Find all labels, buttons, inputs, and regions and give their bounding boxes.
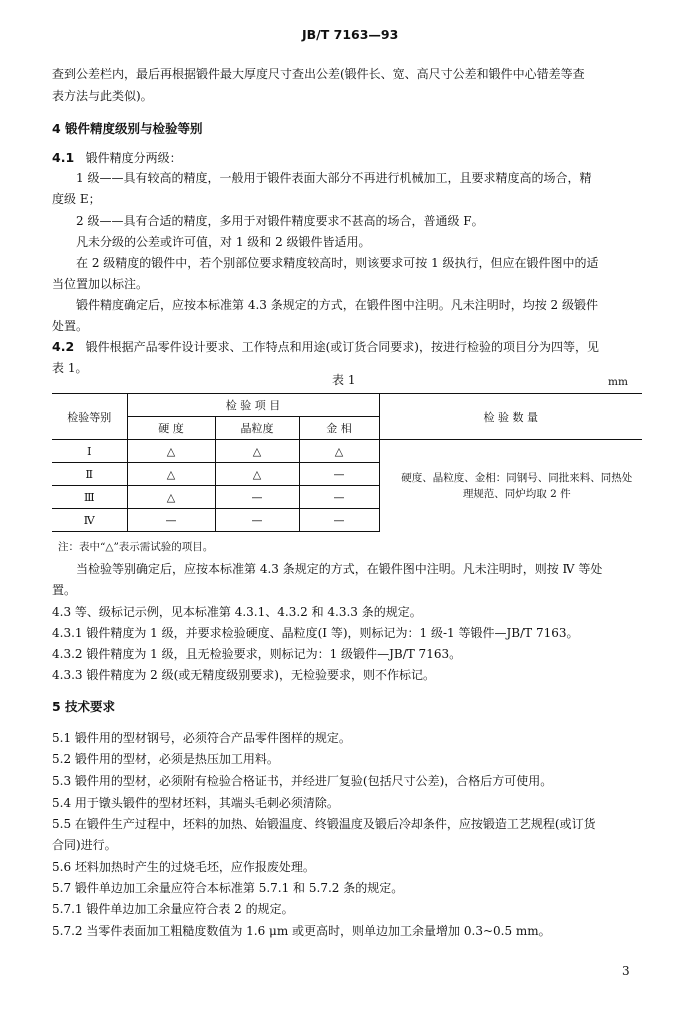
clause-4-3-2: 4.3.2 锻件精度为 1 级，且无检验要求，则标记为：1 级锻件—JB/T 7163。 xyxy=(52,647,462,661)
clause-5-2: 5.2 锻件用的型材，必须是热压加工用料。 xyxy=(52,752,279,766)
clause-4-2 xyxy=(52,339,599,355)
header-grain-size: 晶粒度 xyxy=(215,417,299,440)
header-metallography: 金 相 xyxy=(299,417,379,440)
grade-remark-a: 当检验等别确定后，应按本标准第 4.3 条规定的方式，在锻件图中注明。凡未注明时，则按 Ⅳ 等处 xyxy=(76,562,603,576)
grain-cell: — xyxy=(215,509,299,532)
hardness-cell: △ xyxy=(127,463,215,486)
grade-cell: Ⅲ xyxy=(52,486,127,509)
header-quantity: 检 验 数 量 xyxy=(379,394,642,440)
table-row xyxy=(52,440,642,463)
grade-cell: Ⅰ xyxy=(52,440,127,463)
clause-4-1-para2-a: 锻件精度确定后，应按本标准第 4.3 条规定的方式，在锻件图中注明。凡未注明时，均按 2 级锻件 xyxy=(76,298,598,312)
clause-5-4: 5.4 用于镦头锻件的型材坯料，其端头毛刺必须清除。 xyxy=(52,796,339,810)
grade-cell: Ⅱ xyxy=(52,463,127,486)
metal-cell: △ xyxy=(299,440,379,463)
clause-number: 4.1 xyxy=(52,150,75,165)
grain-cell: — xyxy=(215,486,299,509)
clause-5-7-2: 5.7.2 当零件表面加工粗糙度数值为 1.6 μm 或更高时，则单边加工余量增加 0.3~0.5 mm。 xyxy=(52,924,551,938)
header-items: 检 验 项 目 xyxy=(127,394,379,417)
header-hardness: 硬 度 xyxy=(127,417,215,440)
clause-5-7-1: 5.7.1 锻件单边加工余量应符合表 2 的规定。 xyxy=(52,902,294,916)
clause-4-1-level1-b: 度级 E； xyxy=(52,192,101,206)
clause-4-3-1: 4.3.1 锻件精度为 1 级，并要求检验硬度、晶粒度(Ⅰ 等)，则标记为：1 级-1 等锻件—JB/T 7163。 xyxy=(52,626,579,640)
clause-5-3: 5.3 锻件用的型材，必须附有检验合格证书，并经进厂复验(包括尺寸公差)，合格后方可使用。 xyxy=(52,774,553,788)
clause-5-5-b: 合同)进行。 xyxy=(52,838,117,852)
clause-4-1-para2-b: 处置。 xyxy=(52,319,89,333)
document-header: JB/T 7163—93 xyxy=(302,27,399,42)
quantity-line-1: 硬度、晶粒度、金相：同钢号、同批来料、同热处 xyxy=(401,471,633,484)
intro-line-2: 表方法与此类似)。 xyxy=(52,89,153,103)
intro-line-1: 查到公差栏内，最后再根据锻件最大厚度尺寸查出公差(锻件长、宽、高尺寸公差和锻件中心错差等查 xyxy=(52,67,585,81)
clause-4-1-para-a: 在 2 级精度的锻件中，若个别部位要求精度较高时，则该要求可按 1 级执行，但应在锻件图中的适 xyxy=(76,256,599,270)
clause-4-1-level2: 2 级——具有合适的精度，多用于对锻件精度要求不甚高的场合，普通级 F。 xyxy=(76,214,484,228)
metal-cell: — xyxy=(299,463,379,486)
table-unit: mm xyxy=(608,376,628,388)
section-5-title: 5 技术要求 xyxy=(52,699,116,714)
grain-cell: △ xyxy=(215,440,299,463)
clause-4-1 xyxy=(52,150,182,166)
grade-remark-b: 置。 xyxy=(52,583,77,597)
clause-5-5-a: 5.5 在锻件生产过程中，坯料的加热、始锻温度、终锻温度及锻后冷却条件，应按锻造工艺规程(或订货 xyxy=(52,817,596,831)
hardness-cell: △ xyxy=(127,440,215,463)
metal-cell: — xyxy=(299,509,379,532)
clause-5-1: 5.1 锻件用的型材钢号，必须符合产品零件图样的规定。 xyxy=(52,731,351,745)
page-number: 3 xyxy=(622,964,630,978)
table-caption: 表 1 xyxy=(332,373,356,387)
clause-4-1-ungraded: 凡未分级的公差或许可值，对 1 级和 2 级锻件皆适用。 xyxy=(76,235,371,249)
clause-4-1-level1-a: 1 级——具有较高的精度，一般用于锻件表面大部分不再进行机械加工，且要求精度高的场合，精 xyxy=(76,171,592,185)
clause-4-1-para-b: 当位置加以标注。 xyxy=(52,277,149,291)
clause-4-3-3: 4.3.3 锻件精度为 2 级(或无精度级别要求)，无检验要求，则不作标记。 xyxy=(52,668,435,682)
grain-cell: △ xyxy=(215,463,299,486)
hardness-cell: △ xyxy=(127,486,215,509)
inspection-grade-table xyxy=(52,393,642,532)
metal-cell: — xyxy=(299,486,379,509)
table-note: 注：表中“△”表示需试验的项目。 xyxy=(58,541,214,553)
clause-text: 锻件根据产品零件设计要求、工作特点和用途(或订货合同要求)，按进行检验的项目分为四等，见 xyxy=(85,340,599,354)
clause-text: 锻件精度分两级： xyxy=(85,151,182,165)
clause-4-2-b: 表 1。 xyxy=(52,361,88,375)
quantity-line-2: 理规范、同炉均取 2 件 xyxy=(462,487,571,500)
quantity-cell xyxy=(379,440,642,532)
clause-5-6: 5.6 坯料加热时产生的过烧毛坯，应作报废处理。 xyxy=(52,860,315,874)
clause-4-3: 4.3 等、级标记示例，见本标准第 4.3.1、4.3.2 和 4.3.3 条的规定。 xyxy=(52,605,422,619)
clause-5-7: 5.7 锻件单边加工余量应符合本标准第 5.7.1 和 5.7.2 条的规定。 xyxy=(52,881,404,895)
hardness-cell: — xyxy=(127,509,215,532)
section-4-title: 4 锻件精度级别与检验等别 xyxy=(52,121,203,136)
header-grade: 检验等别 xyxy=(52,394,127,440)
grade-cell: Ⅳ xyxy=(52,509,127,532)
clause-number: 4.2 xyxy=(52,339,75,354)
